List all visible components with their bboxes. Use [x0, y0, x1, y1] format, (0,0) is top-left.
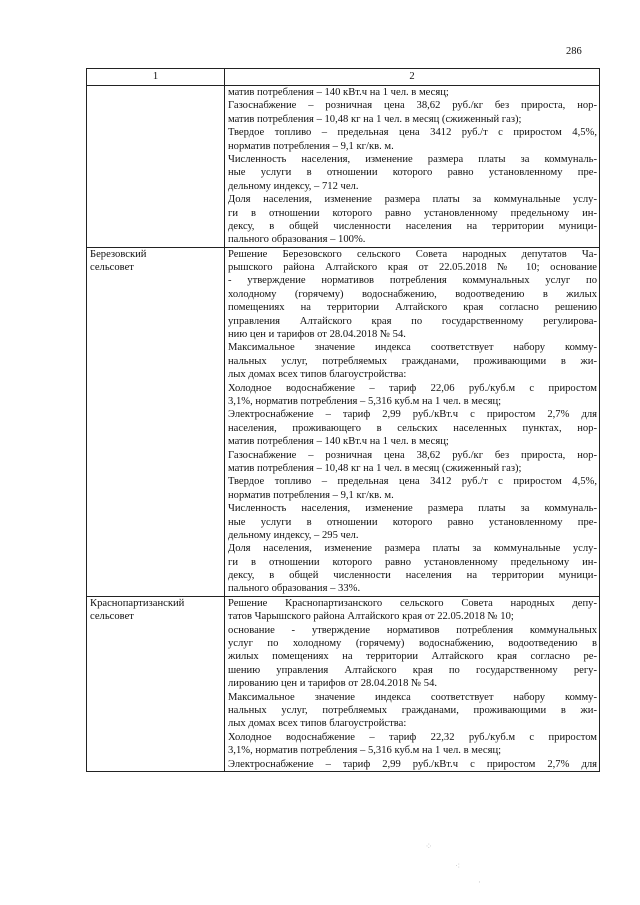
text-line: Твердое топливо – предельная цена 3412 руб./т с приростом 4,5%,	[228, 127, 597, 139]
table-body	[87, 86, 600, 772]
municipality-cell	[87, 247, 225, 596]
description-cell	[225, 596, 600, 771]
table-row	[87, 86, 600, 248]
text-line: дельному индексу, – 712 чел.	[228, 180, 359, 192]
text-line: Численность населения, изменение размера платы за коммуналь-	[228, 153, 597, 165]
text-line: Холодное водоснабжение – тариф 22,06 руб./куб.м с приростом	[228, 382, 597, 394]
text-line: ные услуги в отношении которого равно установленному пре-	[228, 516, 597, 528]
text-line: шению управления Алтайского края по государственному регу-	[228, 664, 597, 676]
column-header-1: 1	[87, 69, 225, 86]
text-line: ные услуги в отношении которого равно установленному пре-	[228, 167, 597, 179]
text-line: Электроснабжение – тариф 2,99 руб./кВт.ч с приростом 2,7% для	[228, 409, 597, 421]
text-line: лированию цен и тарифов от 28.04.2018 № 54.	[228, 678, 438, 690]
description-cell	[225, 86, 600, 248]
text-line: населения, проживающего в сельских населенных пунктах, нор-	[228, 422, 597, 434]
text-line: Газоснабжение – розничная цена 38,62 руб./кг без прироста, нор-	[228, 100, 597, 112]
municipality-name-line: Березовский	[90, 248, 147, 260]
text-line: лых домах всех типов благоустройства:	[228, 718, 407, 730]
text-line: дексу, в общей численности населения на территории муници-	[228, 220, 597, 232]
document-table	[86, 68, 600, 772]
text-line: Максимальное значение индекса соответствует набору комму-	[228, 342, 597, 354]
text-line: лых домах всех типов благоустройства:	[228, 369, 407, 381]
text-line: холодному (горячему) водоснабжению, водоотведению в жилых	[228, 288, 597, 300]
scan-speckle: ·	[478, 878, 481, 888]
text-line: татов Чарышского района Алтайского края от 22.05.2018 № 10;	[228, 611, 514, 623]
text-line: Электроснабжение – тариф 2,99 руб./кВт.ч с приростом 2,7% для	[228, 758, 597, 770]
text-line: 3,1%, норматив потребления – 5,316 куб.м на 1 чел. в месяц;	[228, 395, 502, 407]
text-line: - утверждение нормативов потребления коммунальных услуг по	[228, 275, 597, 287]
table-header-row	[87, 69, 600, 86]
text-line: матив потребления – 10,48 кг на 1 чел. в месяц (сжиженный газ);	[228, 462, 522, 474]
text-line: Решение Краснопартизанского сельского Совета народных депу-	[228, 597, 597, 609]
municipality-cell	[87, 596, 225, 771]
scan-speckle: ⁖	[455, 862, 461, 872]
text-line: норматив потребления – 9,1 кг/кв. м.	[228, 489, 394, 501]
text-line: ги в отношении которого равно установленному предельному ин-	[228, 207, 597, 219]
text-line: пального образования – 100%.	[228, 234, 366, 246]
text-line: управления Алтайского края по государственному регулирова-	[228, 315, 597, 327]
municipality-cell	[87, 86, 225, 248]
text-line: жилых помещениях на территории Алтайского края согласно ре-	[228, 651, 597, 663]
text-line: матив потребления – 10,48 кг на 1 чел. в месяц (сжиженный газ);	[228, 113, 522, 125]
text-line: Максимальное значение индекса соответствует набору комму-	[228, 691, 597, 703]
text-line: матив потребления – 140 кВт.ч на 1 чел. в месяц;	[228, 87, 449, 98]
text-line: 3,1%, норматив потребления – 5,316 куб.м на 1 чел. в месяц;	[228, 745, 502, 757]
text-line: дельному индексу, – 295 чел.	[228, 529, 359, 541]
text-line: пального образования – 33%.	[228, 583, 361, 595]
scan-speckle: ⁘	[425, 842, 433, 852]
text-line: Твердое топливо – предельная цена 3412 руб./т с приростом 4,5%,	[228, 476, 597, 488]
text-line: услуг по холодному (горячему) водоснабжению, водоотведению в	[228, 638, 597, 650]
text-line: нальных услуг, потребляемых гражданами, проживающими в жи-	[228, 704, 597, 716]
text-line: помещениях на территории Алтайского края согласно решению	[228, 302, 597, 314]
municipality-name-line: сельсовет	[90, 262, 134, 274]
municipality-name-line: Краснопартизанский	[90, 597, 185, 609]
text-line: нальных услуг, потребляемых гражданами, проживающими в жи-	[228, 355, 597, 367]
description-cell	[225, 247, 600, 596]
page-number: 286	[566, 46, 582, 57]
text-line: Доля населения, изменение размера платы за коммунальные услу-	[228, 194, 597, 206]
text-line: Газоснабжение – розничная цена 38,62 руб./кг без прироста, нор-	[228, 449, 597, 461]
text-line: Решение Березовского сельского Совета народных депутатов Ча-	[228, 248, 597, 260]
text-line: матив потребления – 140 кВт.ч на 1 чел. в месяц;	[228, 436, 449, 448]
municipality-name-line: сельсовет	[90, 611, 134, 623]
table-row	[87, 596, 600, 771]
column-header-2: 2	[225, 69, 600, 86]
text-line: основание - утверждение нормативов потребления коммунальных	[228, 624, 597, 636]
text-line: дексу, в общей численности населения на территории муници-	[228, 570, 597, 582]
text-line: Численность населения, изменение размера платы за коммуналь-	[228, 503, 597, 515]
table-row	[87, 247, 600, 596]
text-line: Доля населения, изменение размера платы за коммунальные услу-	[228, 543, 597, 555]
text-line: рышского района Алтайского края от 22.05.2018 № 10; основание	[228, 262, 597, 274]
text-line: норматив потребления – 9,1 кг/кв. м.	[228, 140, 394, 152]
text-line: ги в отношении которого равно установленному предельному ин-	[228, 556, 597, 568]
text-line: Холодное водоснабжение – тариф 22,32 руб./куб.м с приростом	[228, 731, 597, 743]
text-line: нию цен и тарифов от 28.04.2018 № 54.	[228, 329, 406, 341]
